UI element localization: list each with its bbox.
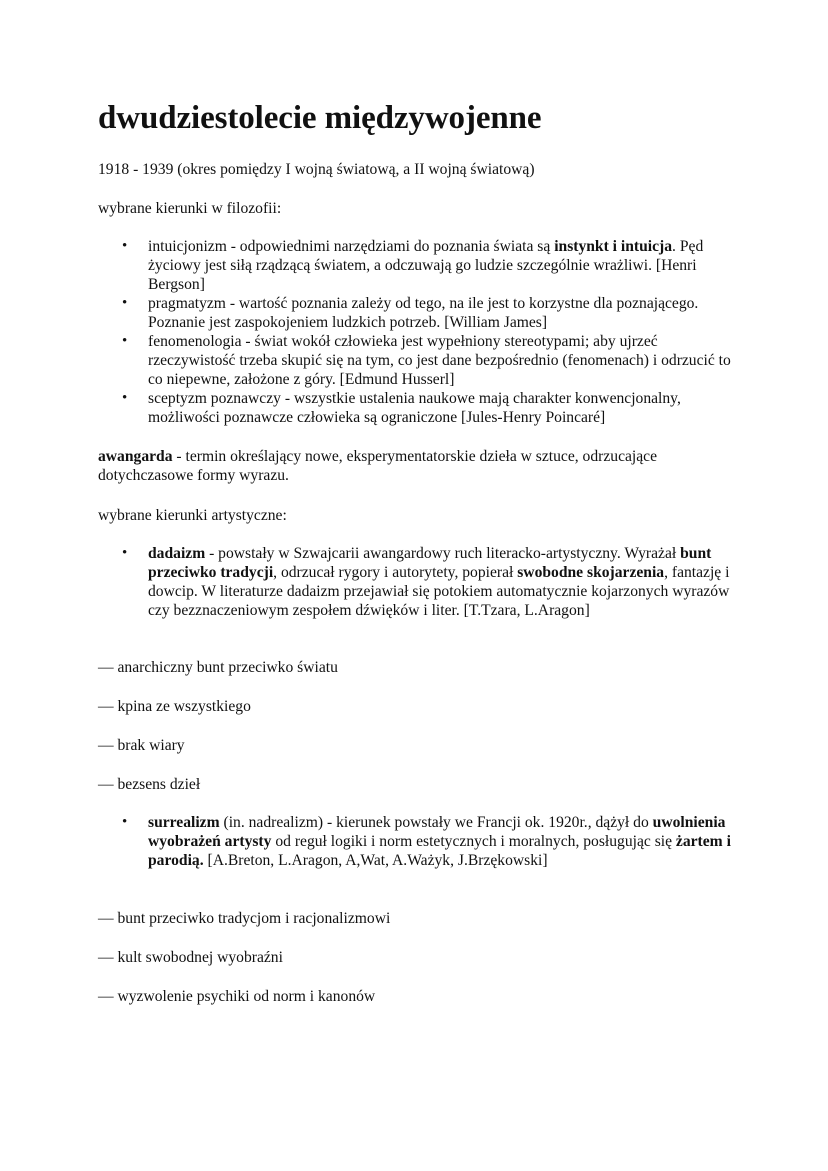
art-list-surreal xyxy=(98,813,733,870)
list-item-surrealizm: • surrealizm (in. nadrealizm) - kierunek powstały we Francji ok. 1920r., dążył do uwolnienia wyobrażeń artysty od reguł logiki i norm estetycznych i moralnych, posługując się żartem i parodią. [A.Breton, L.Aragon, A,Wat, A.Ważyk, J.Brzękowski] xyxy=(98,813,733,870)
avantgarde-definition: awangarda - termin określający nowe, eksperymentatorskie dzieła w sztuce, odrzucające dotychczasowe formy wyrazu. xyxy=(98,448,658,484)
page-title: dwudziestolecie międzywojenne xyxy=(98,100,542,136)
philosophy-list xyxy=(98,237,733,427)
dada-feature: — bezsens dzieł xyxy=(98,776,201,793)
art-heading: wybrane kierunki artystyczne: xyxy=(98,507,287,524)
surreal-feature: — kult swobodnej wyobraźni xyxy=(98,949,283,966)
list-item-fenomenologia: • fenomenologia - świat wokół człowieka jest wypełniony stereotypami; aby ujrzeć rzeczywistość trzeba skupić się na tym, co jest dane bezpośrednio (fenomenach) i odrzucić to co niepewne, założone z góry. [Edmund Husserl] xyxy=(98,332,733,389)
period-dates: 1918 - 1939 (okres pomiędzy I wojną światową, a II wojną światową) xyxy=(98,161,535,178)
list-item-intuicjonizm: • intuicjonizm - odpowiednimi narzędziami do poznania świata są instynkt i intuicja. Pęd życiowy jest siłą rządzącą światem, a odczuwają go ludzie szczególnie wrażliwi. [Henri Bergson] xyxy=(98,237,733,294)
surreal-feature: — wyzwolenie psychiki od norm i kanonów xyxy=(98,988,376,1005)
dada-feature: — anarchiczny bunt przeciwko światu xyxy=(98,659,338,676)
list-item-sceptyzm: • sceptyzm poznawczy - wszystkie ustalenia naukowe mają charakter konwencjonalny, możliwości poznawcze człowieka są ograniczone [Jules-Henry Poincaré] xyxy=(98,389,733,427)
art-list-dada xyxy=(98,544,733,620)
list-item-pragmatyzm: • pragmatyzm - wartość poznania zależy od tego, na ile jest to korzystne dla poznającego. Poznanie jest zaspokojeniem ludzkich potrzeb. [William James] xyxy=(98,294,733,332)
dada-feature: — kpina ze wszystkiego xyxy=(98,698,251,715)
list-item-dadaizm: • dadaizm - powstały w Szwajcarii awangardowy ruch literacko-artystyczny. Wyrażał bunt przeciwko tradycji, odrzucał rygory i autorytety, popierał swobodne skojarzenia, fantazję i dowcip. W literaturze dadaizm przejawiał się potokiem automatycznie kojarzonych wyrazów czy bezznaczeniowym zespołem dźwięków i liter. [T.Tzara, L.Aragon] xyxy=(98,544,733,620)
philosophy-heading: wybrane kierunki w filozofii: xyxy=(98,200,282,217)
dada-feature: — brak wiary xyxy=(98,737,185,754)
surreal-feature: — bunt przeciwko tradycjom i racjonalizmowi xyxy=(98,910,391,927)
